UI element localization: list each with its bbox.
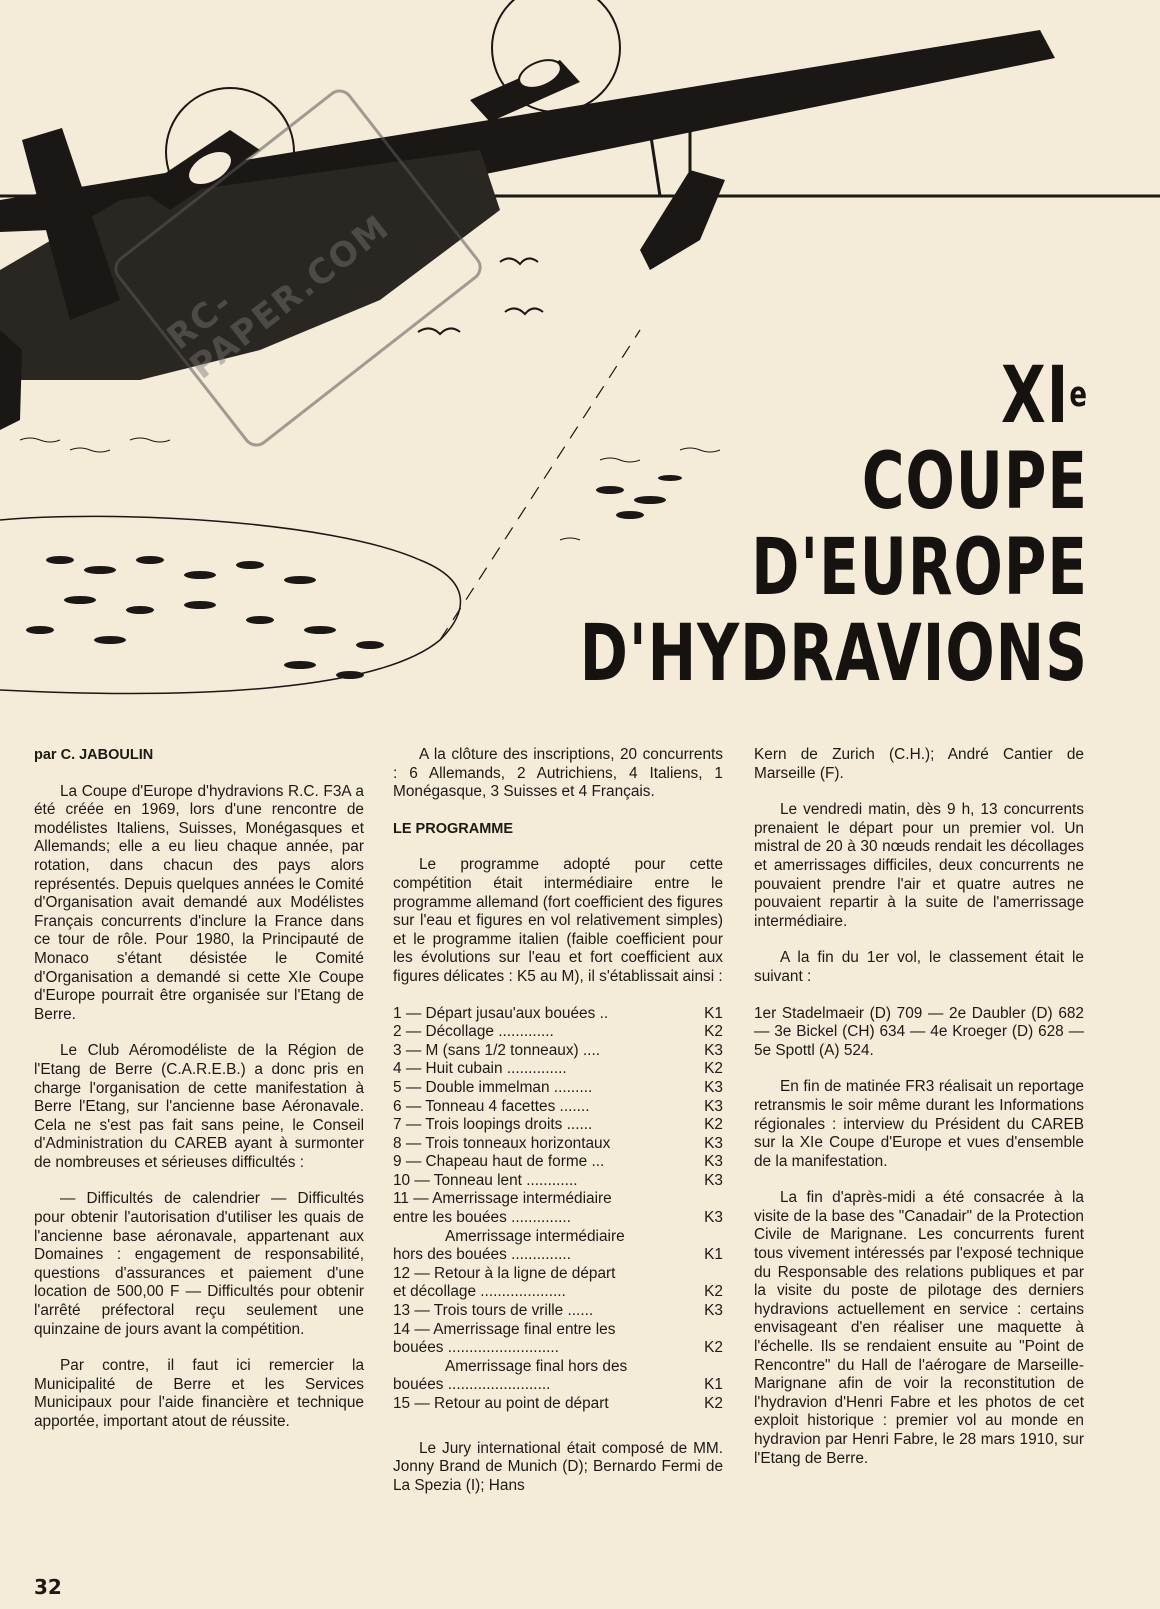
column-2 xyxy=(393,746,723,1513)
program-coefficient: K2 xyxy=(704,1116,723,1134)
program-row xyxy=(393,1023,723,1042)
program-row xyxy=(393,1190,723,1209)
column-1 xyxy=(34,746,364,1450)
program-row xyxy=(393,1135,723,1154)
program-coefficient: K3 xyxy=(704,1302,723,1320)
program-coefficient: K3 xyxy=(704,1134,723,1152)
program-coefficient: K3 xyxy=(704,1209,723,1227)
program-coefficient: K3 xyxy=(704,1097,723,1115)
article-title xyxy=(579,349,1088,700)
title-line-1 xyxy=(580,349,1088,442)
paragraph: Le Club Aéromodéliste de la Région de l'Etang de Berre (C.A.R.E.B.) a donc pris en charge l'organisation de cette manifestation à Berre l'Etang, sur l'ancienne base Aéronavale. Cela ne s'est pas fait sans peine, le Conseil d'Administration du CAREB ayant à surmonter de nombreuses et sérieuses difficultés : xyxy=(34,1042,364,1171)
paragraph: Par contre, il faut ici remercier la Municipalité de Berre et les Services Municipaux pour l'aide financière et technique apportée, important atout de réussite. xyxy=(34,1357,364,1430)
program-figure: 15 — Retour au point de départ xyxy=(393,1395,609,1412)
program-figure: 4 — Huit cubain .............. xyxy=(393,1060,567,1078)
program-row xyxy=(393,1283,723,1302)
section-heading: LE PROGRAMME xyxy=(393,820,514,837)
program-row xyxy=(393,1395,723,1414)
program-figure: bouées ........................ xyxy=(393,1376,551,1394)
paragraph: A la fin du 1er vol, le classement était le suivant : xyxy=(754,949,1084,985)
program-row xyxy=(393,1098,723,1117)
program-figure: 12 — Retour à la ligne de départ xyxy=(393,1264,616,1282)
paragraph: Le programme adopté pour cette compétition était intermédiaire entre le programme allemand (fort coefficient des figures sur l'eau et figures en vol relativement simples) et le programme italien (faible coefficient pour les évolutions sur l'eau et fort coefficient aux figures délicates : K5 au M), il s'établissait ainsi : xyxy=(393,856,723,985)
paragraph: La Coupe d'Europe d'hydravions R.C. F3A a été créée en 1969, lors d'une rencontre de modélistes Italiens, Suisses, Monégasques et Allemands; elle a eu lieu chaque année, par rotation, dans chacun des pays alors représentés. Depuis quelques années le Comité d'Organisation avait demandé aux Modélistes Français concurrents d'inclure la France dans ce tour de rôle. Pour 1980, la Principauté de Monaco s'étant désistée le Comité d'Organisation a demandé si cette XIe Coupe d'Europe pourrait être organisée sur l'Etang de Berre. xyxy=(34,782,364,1023)
paragraph: — Difficultés de calendrier — Difficultés pour obtenir l'autorisation d'utiliser les quais de l'ancienne base aéronavale, appartenant aux Domaines : engagement de responsabilité, questions d'assurances et paiement d'une location de 500,00 F — Difficultés pour obtenir l'arrêté préfectoral reçu seulement une quinzaine de jours avant la compétition. xyxy=(34,1190,364,1338)
program-row xyxy=(393,1376,723,1395)
program-figure: bouées .......................... xyxy=(393,1339,559,1357)
program-row xyxy=(393,1339,723,1358)
program-coefficient xyxy=(687,1228,723,1247)
program-row xyxy=(393,1079,723,1098)
program-figure: et décollage .................... xyxy=(393,1283,566,1301)
program-row xyxy=(393,1321,723,1340)
program-coefficient: K2 xyxy=(704,1283,723,1301)
program-figure: 2 — Décollage ............. xyxy=(393,1023,554,1041)
program-coefficient xyxy=(687,1358,723,1377)
program-figure: entre les bouées .............. xyxy=(393,1209,571,1227)
program-row xyxy=(393,1153,723,1172)
title-line-4: D'HYDRAVIONS xyxy=(579,607,1088,700)
program-row xyxy=(393,1042,723,1061)
paragraph: Kern de Zurich (C.H.); André Cantier de Marseille (F). xyxy=(754,746,1084,782)
program-figure: 7 — Trois loopings droits ...... xyxy=(393,1116,593,1134)
program-figure: 9 — Chapeau haut de forme ... xyxy=(393,1153,605,1171)
program-row xyxy=(393,1302,723,1321)
paragraph: En fin de matinée FR3 réalisait un reportage retransmis le soir même durant les Informations régionales : interview du Président du CAREB sur la XIe Coupe d'Europe et vues d'ensemble de la manifestation. xyxy=(754,1078,1084,1170)
program-row xyxy=(393,1358,723,1377)
column-3 xyxy=(754,746,1084,1486)
program-coefficient: K1 xyxy=(704,1004,723,1022)
title-superscript: e xyxy=(1069,374,1088,416)
paragraph: A la clôture des inscriptions, 20 concurrents : 6 Allemands, 2 Autrichiens, 4 Italiens, 1 Monégasque, 3 Suisses et 4 Français. xyxy=(393,746,723,801)
program-coefficient xyxy=(687,1265,723,1284)
program-figure: 1 — Départ jusau'aux bouées .. xyxy=(393,1004,609,1022)
program-row xyxy=(393,1209,723,1228)
program-coefficient: K3 xyxy=(704,1171,723,1189)
program-figure: 5 — Double immelman ......... xyxy=(393,1078,593,1096)
program-figure: 14 — Amerrissage final entre les xyxy=(393,1320,616,1338)
program-row xyxy=(393,1228,723,1247)
program-coefficient: K1 xyxy=(704,1376,723,1394)
program-coefficient: K3 xyxy=(704,1153,723,1171)
program-figure: Amerrissage intermédiaire xyxy=(445,1227,625,1245)
title-line-3: D'EUROPE xyxy=(751,521,1088,614)
byline: par C. JABOULIN xyxy=(34,747,154,763)
program-coefficient xyxy=(687,1190,723,1209)
program-row xyxy=(393,1172,723,1191)
title-line-2: COUPE xyxy=(861,435,1088,528)
program-row xyxy=(393,1265,723,1284)
program-coefficient: K1 xyxy=(704,1246,723,1264)
program-row xyxy=(393,1246,723,1265)
program-coefficient: K3 xyxy=(704,1078,723,1096)
program-figure: 8 — Trois tonneaux horizontaux xyxy=(393,1134,611,1152)
paragraph: La fin d'après-midi a été consacrée à la visite de la base des "Canadair" de la Protection Civile de Marignane. Les concurrents furent tous vivement intéressés par l'exposé technique du Responsable des relations publiques et par la visite du poste de pilotage des derniers hydravions actuellement en service : certains envisageant d'en réaliser une maquette à l'échelle. Ils se rendaient ensuite au "Point de Rencontre" du Hall de l'aérogare de Marseille-Marignane afin de voir la reconstitution de l'hydravion d'Henri Fabre et les photos de cet exploit historique : premier vol au monde en hydravion par Henri Fabre, le 28 mars 1910, sur l'Etang de Berre. xyxy=(754,1189,1084,1467)
program-coefficient xyxy=(687,1321,723,1340)
program-coefficient: K2 xyxy=(704,1023,723,1041)
watermark-text: RC-PAPER.COM xyxy=(159,206,398,388)
paragraph: Le Jury international était composé de MM. Jonny Brand de Munich (D); Bernardo Fermi de La Spezia (I); Hans xyxy=(393,1439,723,1494)
program-figure: Amerrissage final hors des xyxy=(445,1357,628,1375)
program-figure: hors des bouées .............. xyxy=(393,1246,571,1264)
program-list xyxy=(393,1005,723,1414)
ranking-paragraph: 1er Stadelmaeir (D) 709 — 2e Daubler (D) 682 — 3e Bickel (CH) 634 — 4e Kroeger (D) 628 — 5e Spottl (A) 524. xyxy=(754,1004,1084,1059)
program-figure: 10 — Tonneau lent ............ xyxy=(393,1171,578,1189)
program-figure: 6 — Tonneau 4 facettes ....... xyxy=(393,1097,590,1115)
paragraph: Le vendredi matin, dès 9 h, 13 concurrents prenaient le départ pour un premier vol. Un mistral de 20 à 30 nœuds rendait les décollages et amerrissages difficiles, deux concurrents ne pouvaient prendre l'air et quatre autres ne pouvaient repartir à la suite de l'amerrissage intermédiaire. xyxy=(754,801,1084,930)
program-coefficient: K2 xyxy=(704,1395,723,1412)
program-coefficient: K2 xyxy=(704,1339,723,1357)
program-figure: 3 — M (sans 1/2 tonneaux) .... xyxy=(393,1041,601,1059)
program-figure: 13 — Trois tours de vrille ...... xyxy=(393,1302,594,1320)
program-coefficient: K2 xyxy=(704,1060,723,1078)
page-number: 32 xyxy=(34,1575,62,1599)
title-numeral: XI xyxy=(1001,349,1070,442)
program-row xyxy=(393,1116,723,1135)
program-row xyxy=(393,1060,723,1079)
program-figure: 11 — Amerrissage intermédiaire xyxy=(393,1190,612,1208)
program-coefficient: K3 xyxy=(704,1041,723,1059)
program-row xyxy=(393,1005,723,1024)
